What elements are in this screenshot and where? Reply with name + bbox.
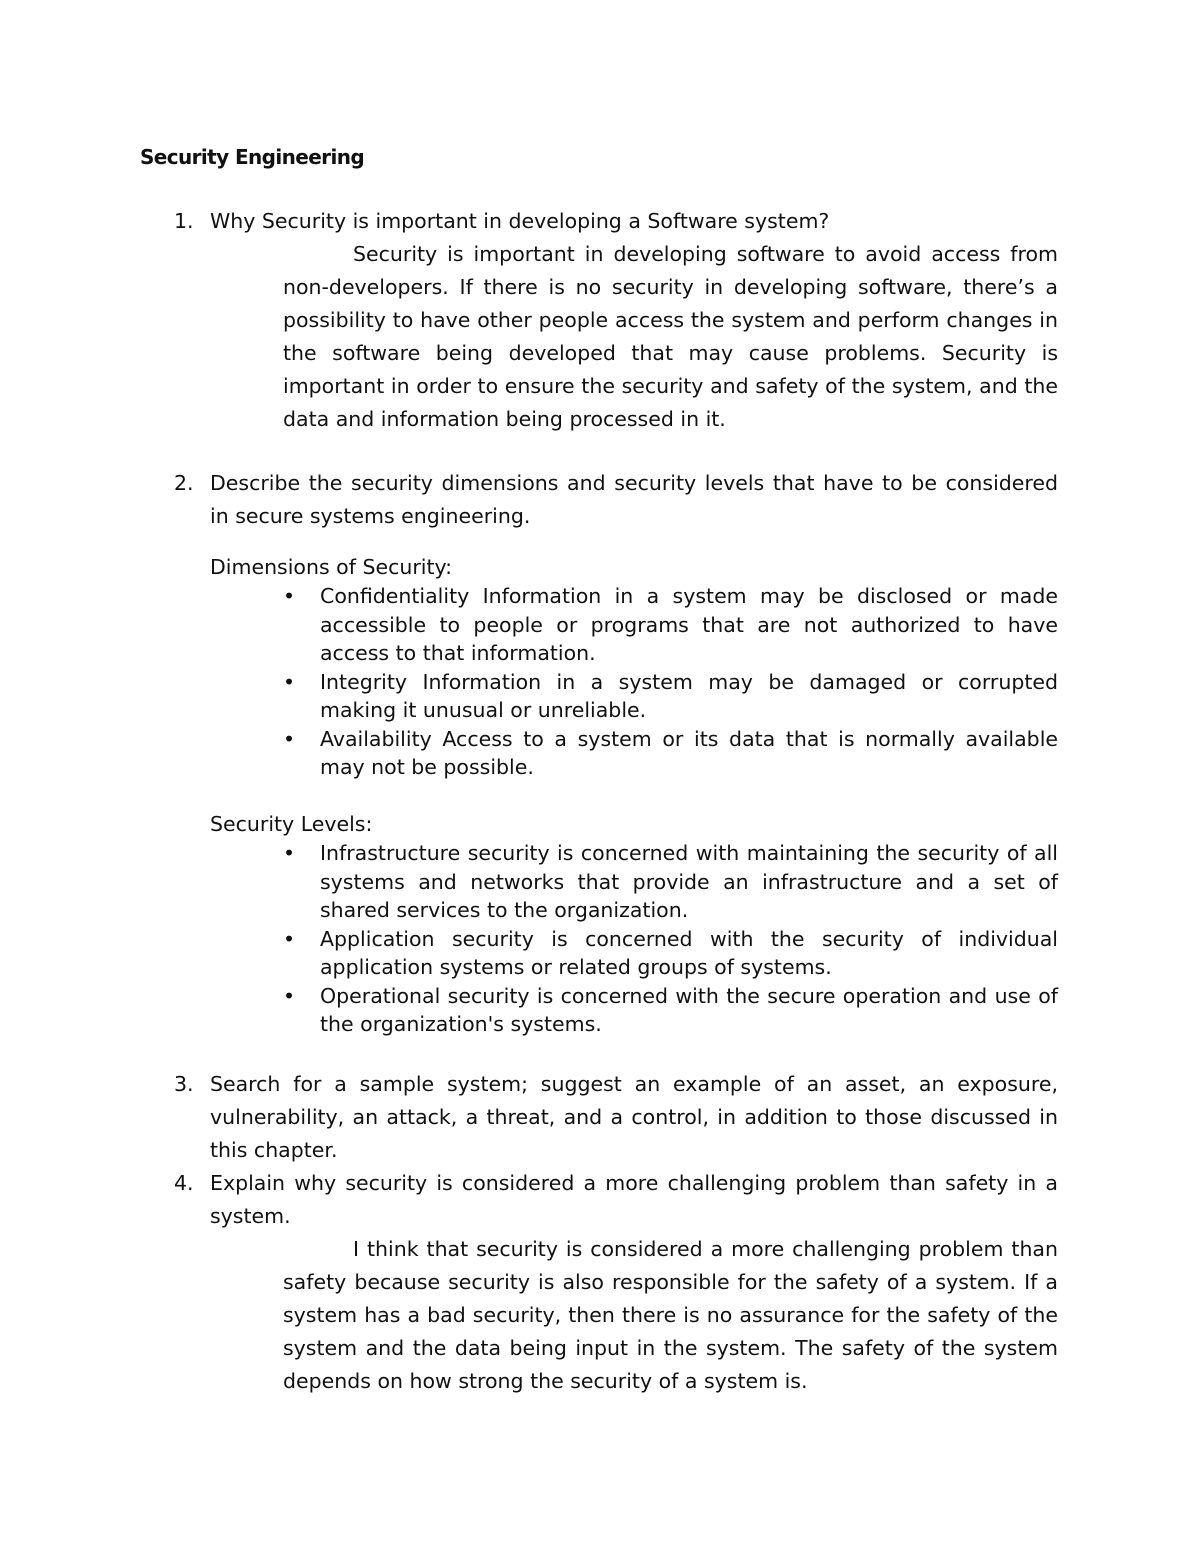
question-text: Search for a sample system; suggest an example of an asset, an exposure, vulnerability, an attack, a threat, and a control, in addition to those discussed in this chapter. [210, 1072, 1058, 1162]
page-title: Security Engineering [140, 145, 365, 169]
bullet-icon: • [283, 841, 296, 865]
list-item-text: Availability Access to a system or its data that is normally available may not be possible. [320, 726, 1058, 779]
list-item-text: Operational security is concerned with the secure operation and use of the organization's systems. [320, 983, 1058, 1036]
list-item [283, 582, 1058, 668]
question-number: 4. [174, 1171, 194, 1195]
levels-heading: Security Levels: [210, 812, 373, 836]
dimensions-heading: Dimensions of Security: [210, 555, 453, 579]
bullet-icon: • [283, 669, 296, 694]
bullet-icon: • [283, 983, 296, 1008]
list-item-text: Infrastructure security is concerned with maintaining the security of all systems and networks that provide an infrastructure and a set of shared services to the organization. [320, 841, 1058, 922]
list-item-text: Confidentiality Information in a system may be disclosed or made accessible to people or programs that are not authorized to have access to that information. [320, 584, 1058, 665]
bullet-icon: • [283, 726, 296, 751]
question-text: Describe the security dimensions and security levels that have to be considered in secure systems engineering. [210, 471, 1058, 528]
question-2 [174, 467, 1058, 533]
question-text: Explain why security is considered a more challenging problem than safety in a system. [210, 1171, 1058, 1228]
question-1 [174, 205, 1058, 238]
levels-list [283, 839, 1058, 1039]
dimensions-list [283, 582, 1058, 782]
question-4 [174, 1167, 1058, 1233]
answer-1: Security is important in developing software to avoid access from non-developers. If there is no security in developing software, there’s a possibility to have other people access the system and perform changes in the software being developed that may cause problems. Security is important in order to ensure the security and safety of the system, and the data and information being processed in it. [283, 242, 1058, 431]
list-item [283, 839, 1058, 925]
question-text: Why Security is important in developing a Software system? [210, 209, 830, 233]
question-number: 1. [174, 209, 194, 233]
answer-4: I think that security is considered a more challenging problem than safety because security is also responsible for the safety of a system. If a system has a bad security, then there is no assurance for the safety of the system and the data being input in the system. The safety of the system depends on how strong the security of a system is. [283, 1237, 1058, 1393]
list-item [283, 725, 1058, 782]
bullet-icon: • [283, 926, 296, 951]
list-item [283, 982, 1058, 1039]
list-item [283, 668, 1058, 725]
question-number: 3. [174, 1072, 194, 1096]
bullet-icon: • [283, 584, 296, 608]
list-item [283, 925, 1058, 982]
list-item-text: Integrity Information in a system may be damaged or corrupted making it unusual or unreliable. [320, 669, 1058, 722]
question-number: 2. [174, 471, 194, 495]
list-item-text: Application security is concerned with the security of individual application systems or related groups of systems. [320, 926, 1058, 979]
question-3 [174, 1068, 1058, 1167]
